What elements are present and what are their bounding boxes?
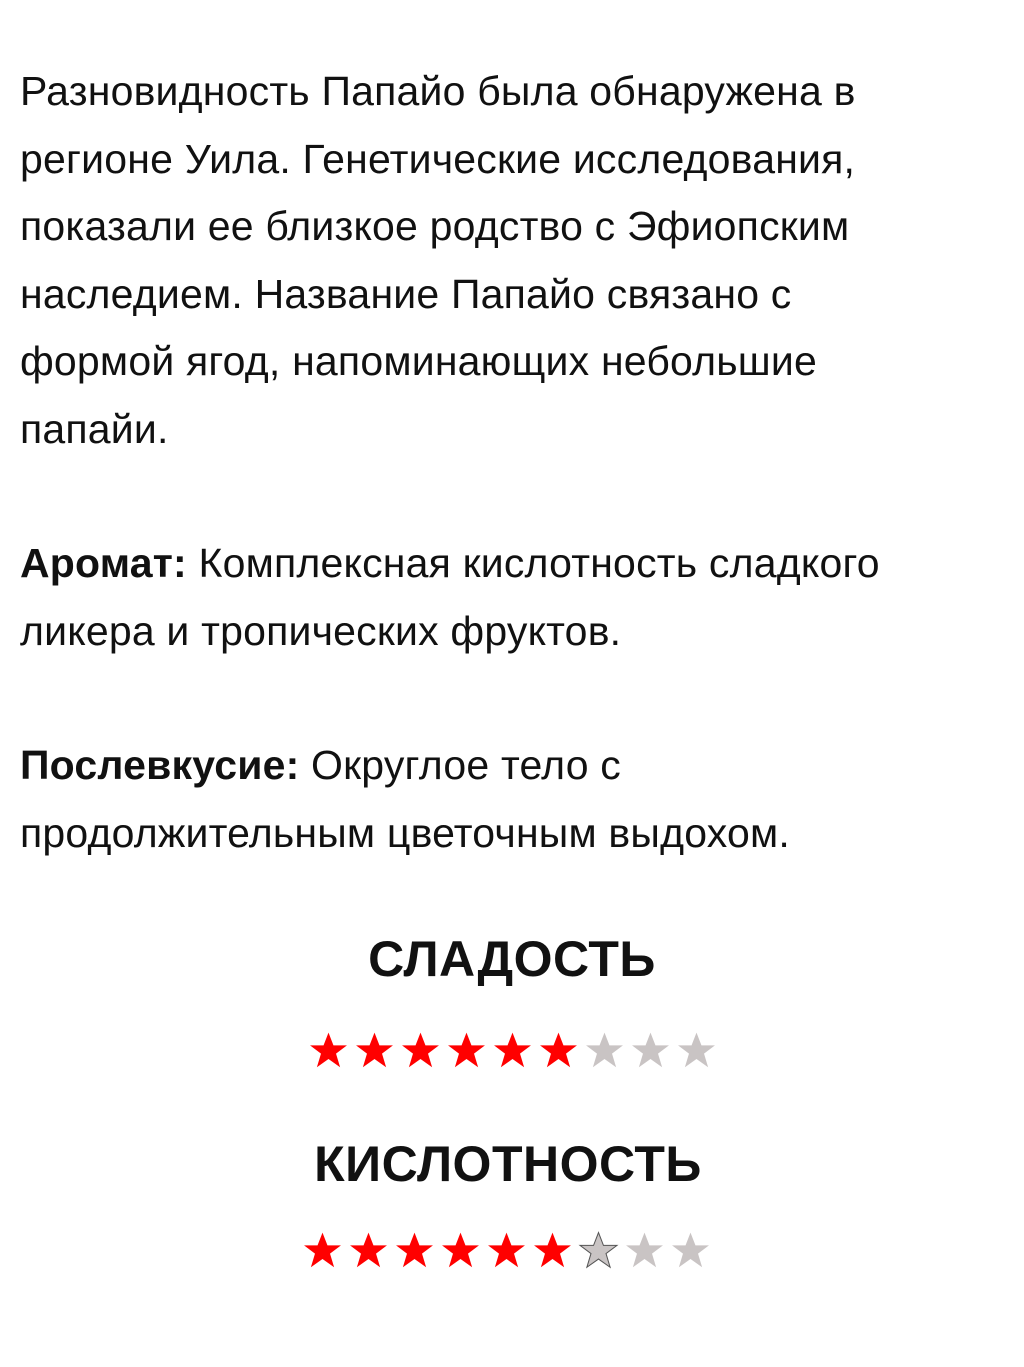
acidity-heading: КИСЛОТНОСТЬ xyxy=(314,1136,702,1192)
aroma-paragraph xyxy=(20,530,880,665)
star-filled-icon xyxy=(348,1230,389,1271)
intro-line: формой ягод, напоминающих небольшие xyxy=(20,338,817,384)
star-filled-icon xyxy=(302,1230,343,1271)
star-empty-icon xyxy=(630,1030,671,1071)
aftertaste-text: Округлое тело с xyxy=(299,742,621,788)
star-empty-icon xyxy=(578,1230,619,1271)
star-filled-icon xyxy=(446,1030,487,1071)
aroma-text: ликера и тропических фруктов. xyxy=(20,607,622,654)
aftertaste-paragraph xyxy=(20,732,790,867)
star-filled-icon xyxy=(486,1230,527,1271)
star-filled-icon xyxy=(538,1030,579,1071)
star-filled-icon xyxy=(400,1030,441,1071)
intro-line: показали ее близкое родство с Эфиопским xyxy=(20,203,850,249)
star-filled-icon xyxy=(308,1030,349,1071)
intro-line: регионе Уила. Генетические исследования, xyxy=(20,135,856,182)
star-empty-icon xyxy=(624,1230,665,1271)
star-filled-icon xyxy=(440,1230,481,1271)
star-empty-icon xyxy=(584,1030,625,1071)
aroma-text: Комплексная кислотность сладкого xyxy=(186,540,880,586)
star-filled-icon xyxy=(354,1030,395,1071)
sweetness-heading: СЛАДОСТЬ xyxy=(368,931,656,987)
intro-line: папайи. xyxy=(20,405,169,452)
star-empty-icon xyxy=(676,1030,717,1071)
star-filled-icon xyxy=(492,1030,533,1071)
aftertaste-text: продолжительным цветочным выдохом. xyxy=(20,809,790,856)
sweetness-rating xyxy=(0,1030,1024,1071)
intro-line: наследием. Название Папайо связано с xyxy=(20,270,792,317)
intro-paragraph xyxy=(20,58,856,463)
star-filled-icon xyxy=(394,1230,435,1271)
star-empty-icon xyxy=(670,1230,711,1271)
star-filled-icon xyxy=(532,1230,573,1271)
acidity-rating xyxy=(0,1230,1018,1271)
aroma-label: Аромат: xyxy=(20,540,187,586)
intro-line: Разновидность Папайо была обнаружена в xyxy=(20,68,856,114)
aftertaste-label: Послевкусие: xyxy=(20,742,300,788)
